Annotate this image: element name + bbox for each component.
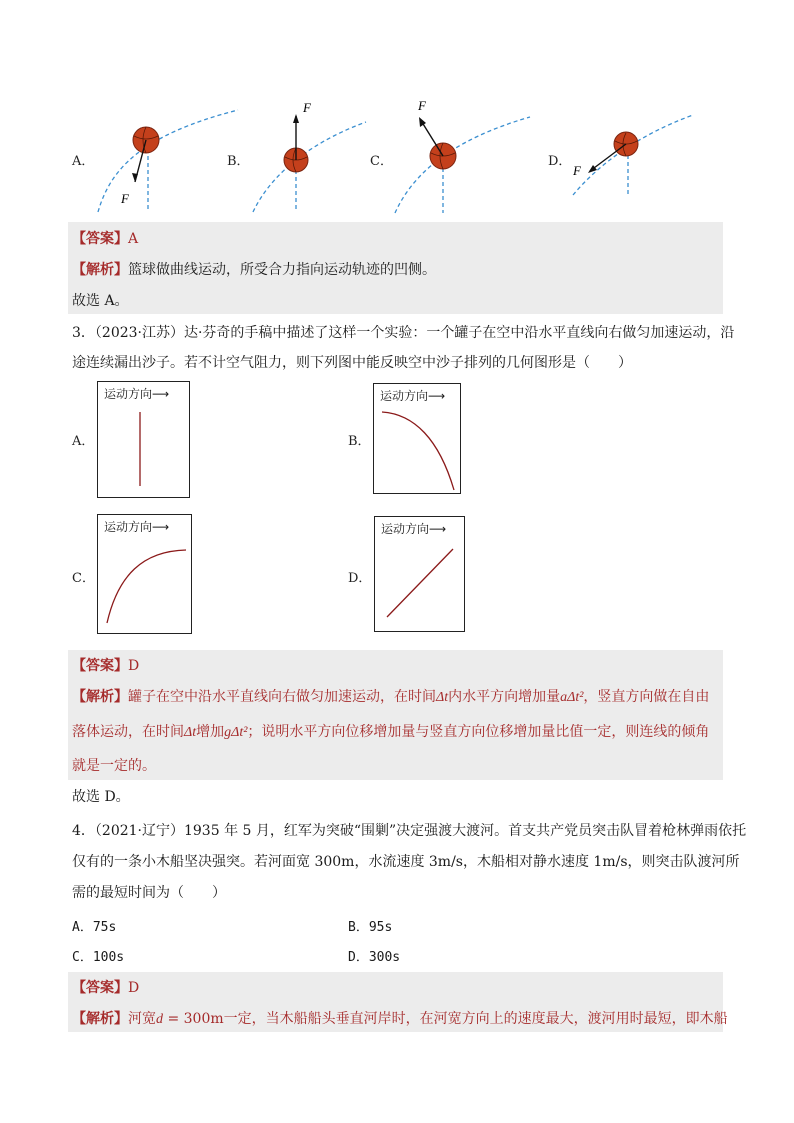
q3-option-a: A． — [72, 434, 95, 449]
q3-answer-block — [68, 650, 723, 780]
q2-figure-b — [248, 100, 378, 215]
q2-option-c: C． — [370, 154, 393, 169]
q4-stem-line-2: 仅有的一条小木船坚决强突。若河面宽 300m，水流速度 3m/s，木船相对静水速度 1m/s，则突击队渡河所 — [72, 854, 740, 870]
q4-choice-d: D．300s — [348, 950, 401, 965]
motion-direction-label: 运动方向⟶ — [104, 520, 170, 534]
q3-figure-c — [97, 514, 192, 634]
trajectory-curve — [573, 115, 693, 195]
q2-answer: A — [128, 231, 139, 247]
q3-analysis-line-2: 落体运动，在时间Δt增加gΔt²；说明水平方向位移增加量与竖直方向位移增加量比值一定，则连线的倾角 — [72, 724, 710, 740]
sand-line — [387, 549, 453, 617]
force-label: F — [573, 163, 581, 178]
q2-option-d: D． — [548, 154, 572, 169]
q4-answer-line: 【答案】D — [72, 980, 140, 996]
q2-figure-a — [90, 100, 240, 215]
q4-choice-a: A．75s — [72, 920, 117, 935]
q3-answer-line: 【答案】D — [72, 658, 140, 674]
trajectory-curve — [395, 117, 530, 213]
q4-choice-b: B．95s — [348, 920, 393, 935]
sand-curve — [382, 412, 454, 490]
force-arrow — [590, 144, 626, 171]
q3-figure-a — [97, 381, 190, 498]
q3-stem-line-2: 途连续漏出沙子。若不计空气阻力，则下列图中能反映空中沙子排列的几何图形是（ ） — [72, 355, 632, 371]
q4-stem-line-3: 需的最短时间为（ ） — [72, 885, 226, 901]
q3-option-d: D． — [348, 571, 372, 586]
q4-stem-line-1: 4．（2021·辽宁）1935 年 5 月，红军为突破“围剿”决定强渡大渡河。首支共产党员突击队冒着枪林弹雨依托 — [72, 823, 747, 839]
q3-analysis-line-1: 【解析】罐子在空中沿水平直线向右做匀加速运动，在时间Δt内水平方向增加量aΔt²，竖直方向做在自由 — [72, 689, 710, 705]
q2-analysis: 篮球做曲线运动，所受合力指向运动轨迹的凹侧。 — [128, 262, 436, 278]
q3-conclusion: 故选 D。 — [72, 789, 130, 805]
q3-option-c: C． — [72, 571, 95, 586]
force-label: F — [121, 191, 129, 206]
q3-option-b: B． — [348, 434, 371, 449]
q4-answer: D — [128, 980, 140, 996]
motion-direction-label: 运动方向⟶ — [380, 389, 446, 403]
force-label: F — [418, 98, 426, 113]
q3-answer: D — [128, 658, 140, 674]
force-label: F — [303, 100, 311, 115]
q2-option-b: B． — [227, 154, 250, 169]
motion-direction-label: 运动方向⟶ — [381, 522, 447, 536]
sand-curve — [107, 550, 186, 623]
q4-choice-c: C．100s — [72, 950, 125, 965]
trajectory-curve — [253, 122, 366, 212]
q4-analysis-line: 【解析】河宽d = 300m一定，当木船船头垂直河岸时，在河宽方向上的速度最大，渡河用时最短，即木船 — [72, 1011, 728, 1027]
q2-analysis-line: 【解析】篮球做曲线运动，所受合力指向运动轨迹的凹侧。 — [72, 262, 436, 278]
q3-figure-d — [374, 516, 465, 632]
q3-figure-b — [373, 383, 461, 494]
q2-option-a: A． — [72, 154, 95, 169]
q2-figure-d — [568, 105, 698, 200]
q2-conclusion: 故选 A。 — [72, 293, 129, 309]
q3-stem-line-1: 3．（2023·江苏）达·芬奇的手稿中描述了这样一个实验：一个罐子在空中沿水平直线向右做匀加速运动，沿 — [72, 325, 735, 341]
q2-figure-c — [390, 95, 535, 215]
trajectory-curve — [98, 110, 238, 212]
q2-answer-line: 【答案】A — [72, 231, 139, 247]
motion-direction-label: 运动方向⟶ — [104, 387, 170, 401]
q3-analysis-line-3: 就是一定的。 — [72, 758, 156, 774]
